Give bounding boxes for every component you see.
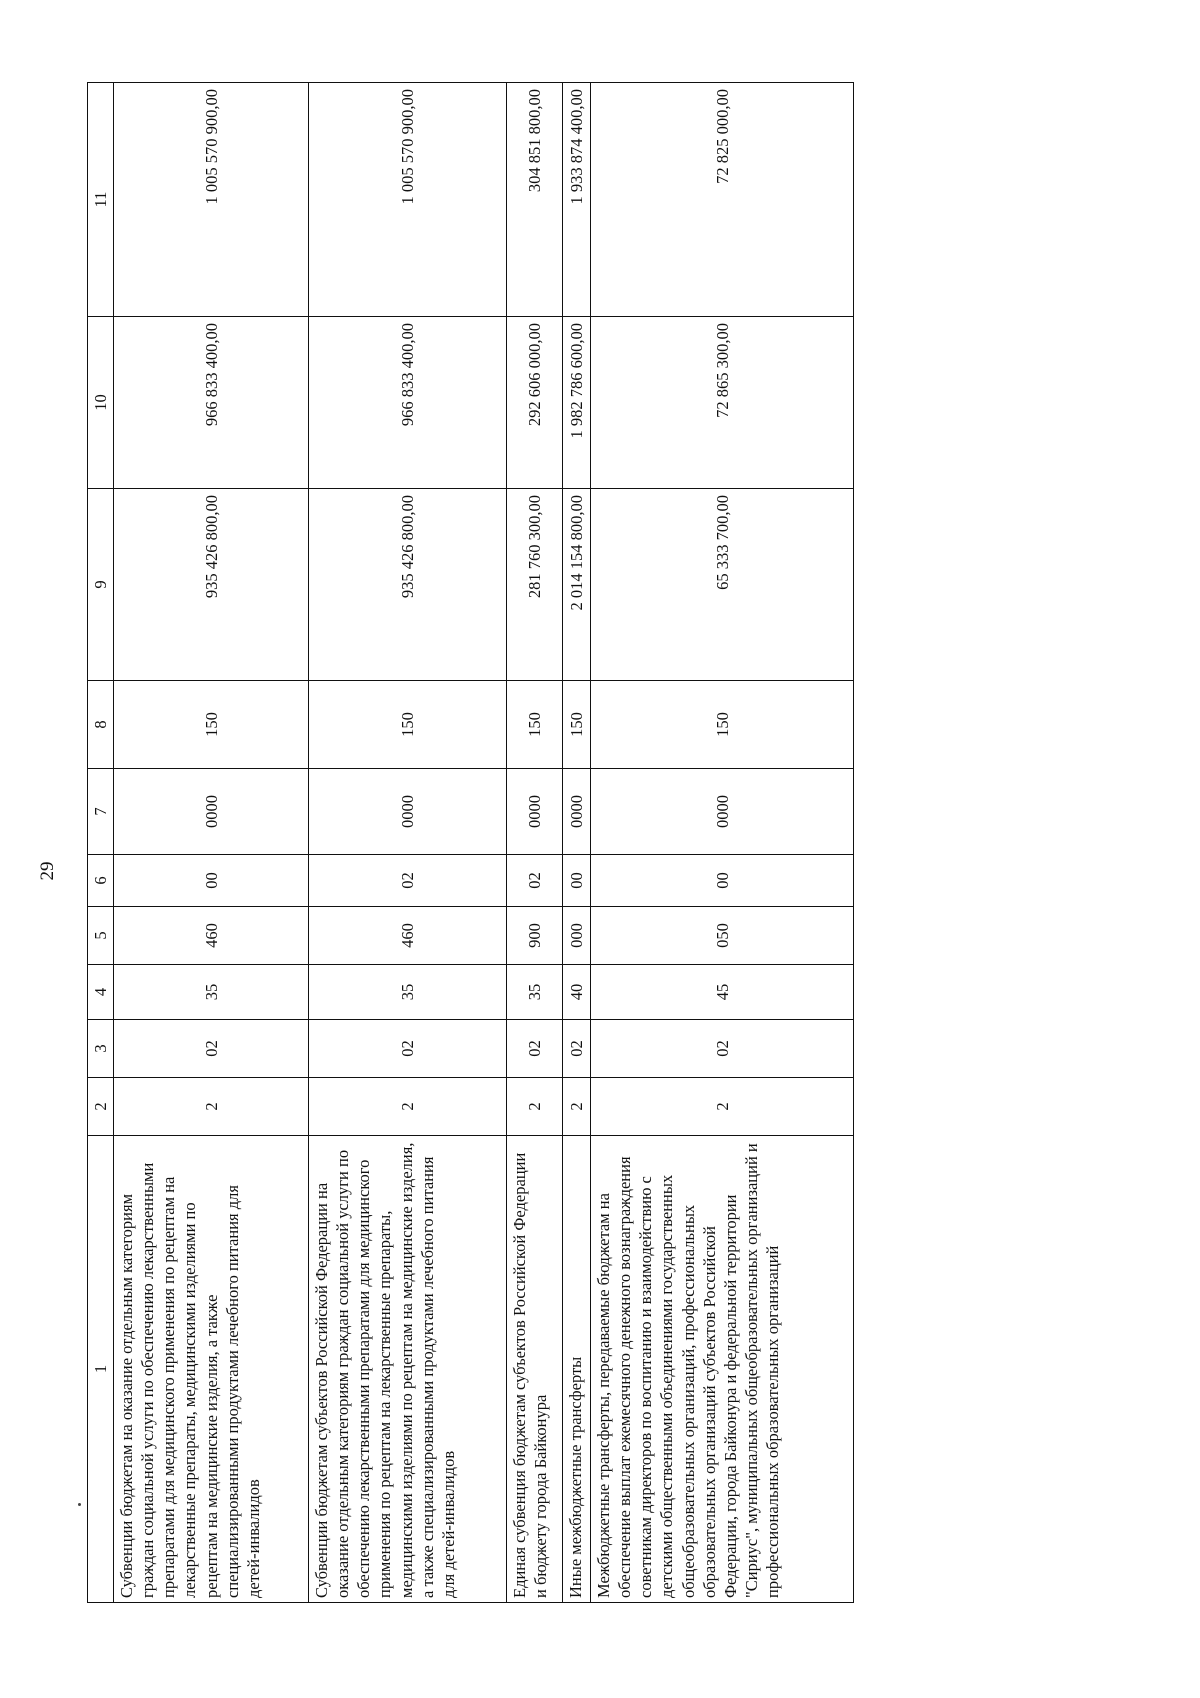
header-cell: 1 (88, 1136, 114, 1603)
amount-cell: 1 005 570 900,00 (309, 83, 507, 317)
code-cell: 00 (563, 855, 591, 907)
code-cell: 050 (591, 907, 854, 965)
code-cell: 02 (591, 1020, 854, 1078)
code-cell: 02 (309, 1020, 507, 1078)
row-name: Межбюджетные трансферты, передаваемые бюджетам на обеспечение выплат ежемесячного денежного вознаграждения советникам директоров по воспитанию и взаимодействию с детскими общественными объединениями государственных общеобразовательных организаций, профессиональных образовательных организаций субъектов Российской Федерации, города Байконура и федеральной территории "Сириус", муниципальных общеобразовательных организаций и профессиональных образовательных организаций (591, 1136, 854, 1603)
code-cell: 150 (507, 681, 563, 769)
code-cell: 35 (507, 965, 563, 1020)
code-cell: 460 (114, 907, 309, 965)
amount-cell: 1 933 874 400,00 (563, 83, 591, 317)
code-cell: 0000 (591, 769, 854, 855)
scan-dot (78, 1503, 81, 1506)
code-cell: 00 (591, 855, 854, 907)
code-cell: 2 (507, 1078, 563, 1136)
budget-table (87, 82, 854, 1603)
code-cell: 45 (591, 965, 854, 1020)
header-cell: 8 (88, 681, 114, 769)
code-cell: 00 (114, 855, 309, 907)
row-name: Субвенции бюджетам на оказание отдельным категориям граждан социальной услуги по обеспечению лекарственными препаратами для медицинского применения по рецептам на лекарственные препараты, медицинскими изделиями по рецептам на медицинские изделия, а также специализированными продуктами лечебного питания для детей-инвалидов (114, 1136, 309, 1603)
amount-cell: 65 333 700,00 (591, 489, 854, 681)
code-cell: 150 (591, 681, 854, 769)
header-cell: 11 (88, 83, 114, 317)
amount-cell: 304 851 800,00 (507, 83, 563, 317)
amount-cell: 72 825 000,00 (591, 83, 854, 317)
code-cell: 2 (309, 1078, 507, 1136)
amount-cell: 935 426 800,00 (309, 489, 507, 681)
table-row (507, 83, 563, 1603)
header-cell: 10 (88, 317, 114, 489)
header-cell: 7 (88, 769, 114, 855)
code-cell: 2 (114, 1078, 309, 1136)
amount-cell: 966 833 400,00 (309, 317, 507, 489)
row-name: Единая субвенция бюджетам субъектов Российской Федерации и бюджету города Байконура (507, 1136, 563, 1603)
code-cell: 000 (563, 907, 591, 965)
row-name: Иные межбюджетные трансферты (563, 1136, 591, 1603)
header-cell: 3 (88, 1020, 114, 1078)
header-cell: 4 (88, 965, 114, 1020)
header-cell: 5 (88, 907, 114, 965)
code-cell: 2 (563, 1078, 591, 1136)
amount-cell: 2 014 154 800,00 (563, 489, 591, 681)
code-cell: 02 (114, 1020, 309, 1078)
code-cell: 150 (114, 681, 309, 769)
amount-cell: 935 426 800,00 (114, 489, 309, 681)
code-cell: 150 (309, 681, 507, 769)
row-name: Субвенции бюджетам субъектов Российской Федерации на оказание отдельным категориям граждан социальной услуги по обеспечению лекарственными препаратами для медицинского применения по рецептам на лекарственные препараты, медицинскими изделиями по рецептам на медицинские изделия, а также специализированными продуктами лечебного питания для детей-инвалидов (309, 1136, 507, 1603)
header-cell: 2 (88, 1078, 114, 1136)
code-cell: 900 (507, 907, 563, 965)
table-row (563, 83, 591, 1603)
code-cell: 0000 (114, 769, 309, 855)
code-cell: 150 (563, 681, 591, 769)
code-cell: 35 (114, 965, 309, 1020)
code-cell: 02 (309, 855, 507, 907)
code-cell: 02 (507, 855, 563, 907)
code-cell: 460 (309, 907, 507, 965)
code-cell: 0000 (563, 769, 591, 855)
budget-table-rotated (87, 83, 854, 1603)
amount-cell: 292 606 000,00 (507, 317, 563, 489)
code-cell: 02 (563, 1020, 591, 1078)
code-cell: 0000 (507, 769, 563, 855)
code-cell: 40 (563, 965, 591, 1020)
table-row (309, 83, 507, 1603)
code-cell: 02 (507, 1020, 563, 1078)
header-cell: 9 (88, 489, 114, 681)
code-cell: 2 (591, 1078, 854, 1136)
table-row (591, 83, 854, 1603)
amount-cell: 1 982 786 600,00 (563, 317, 591, 489)
code-cell: 35 (309, 965, 507, 1020)
table-row (114, 83, 309, 1603)
table-header-row (88, 83, 114, 1603)
header-cell: 6 (88, 855, 114, 907)
page-number: 29 (37, 861, 58, 881)
amount-cell: 281 760 300,00 (507, 489, 563, 681)
amount-cell: 72 865 300,00 (591, 317, 854, 489)
amount-cell: 966 833 400,00 (114, 317, 309, 489)
amount-cell: 1 005 570 900,00 (114, 83, 309, 317)
code-cell: 0000 (309, 769, 507, 855)
